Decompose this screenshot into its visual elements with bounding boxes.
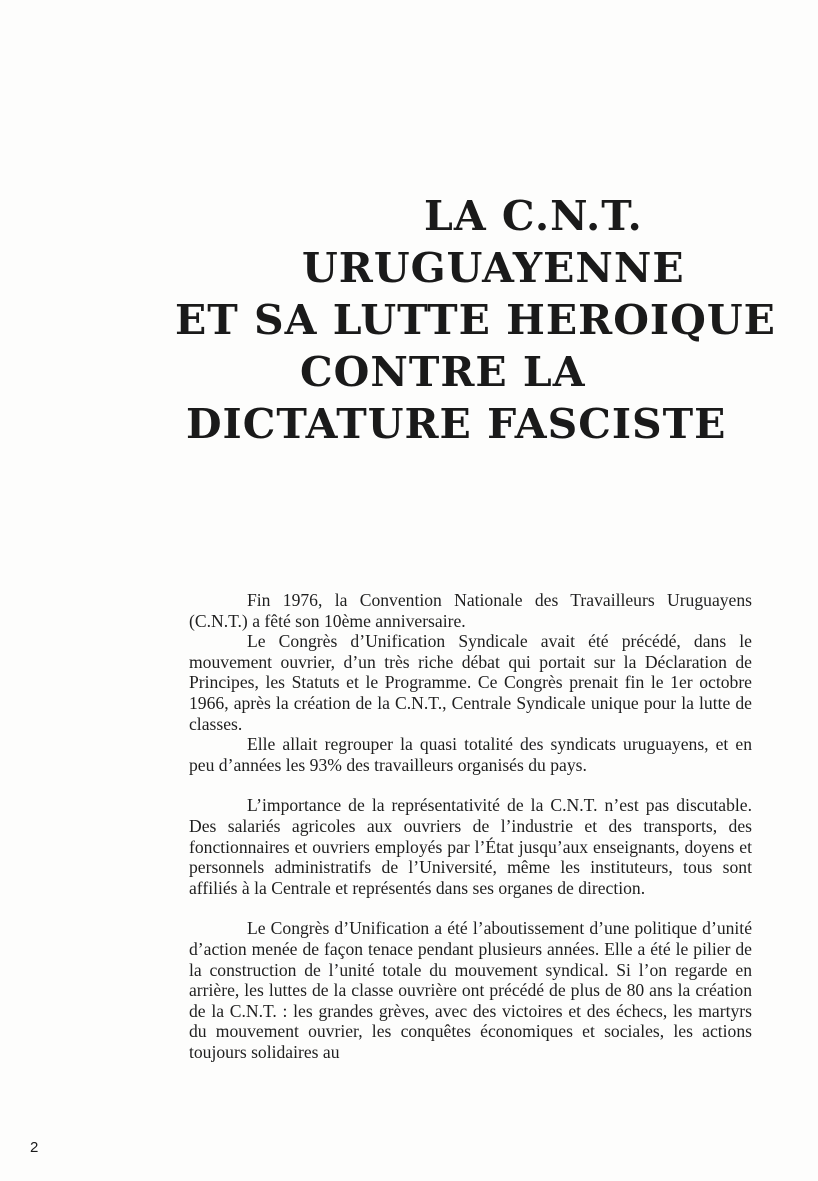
title-line-3: ET SA LUTTE HEROIQUE [175, 296, 776, 344]
title-line-5: DICTATURE FASCISTE [186, 400, 727, 448]
paragraph-1: Fin 1976, la Convention Nationale des Travailleurs Uruguayens (C.N.T.) a fêté son 10ème anniversaire. [189, 590, 752, 631]
paragraph-2: Le Congrès d’Unification Syndicale avait été précédé, dans le mouvement ouvrier, d’un très riche débat qui portait sur la Déclaration de Principes, les Statuts et le Programme. Ce Congrès prenait fin le 1er octobre 1966, après la création de la C.N.T., Centrale Syndicale unique pour la lutte de classes. [189, 631, 752, 734]
title-line-1: LA C.N.T. [424, 192, 643, 240]
paragraph-3: Elle allait regrouper la quasi totalité des syndicats uruguayens, et en peu d’années les 93% des travailleurs organisés du pays. [189, 734, 752, 775]
title-line-4: CONTRE LA [300, 348, 586, 396]
article-body [189, 590, 752, 1062]
paragraph-4: L’importance de la représentativité de la C.N.T. n’est pas discutable. Des salariés agricoles aux ouvriers de l’industrie et des transports, des fonctionnaires et ouvriers employés par l’État jusqu’aux enseignants, doyens et personnels administratifs de l’Université, même les instituteurs, tous sont affiliés à la Centrale et représentés dans ses organes de direction. [189, 795, 752, 898]
title-line-2: URUGUAYENNE [302, 244, 685, 292]
page-number: 2 [30, 1139, 39, 1156]
paragraph-5: Le Congrès d’Unification a été l’aboutissement d’une politique d’unité d’action menée de façon tenace pendant plusieurs années. Elle a été le pilier de la construction de l’unité totale du mouvement syndical. Si l’on regarde en arrière, les luttes de la classe ouvrière ont précédé de plus de 80 ans la création de la C.N.T. : les grandes grèves, avec des victoires et des échecs, les martyrs du mouvement ouvrier, les conquêtes économiques et sociales, les actions toujours solidaires au [189, 918, 752, 1062]
